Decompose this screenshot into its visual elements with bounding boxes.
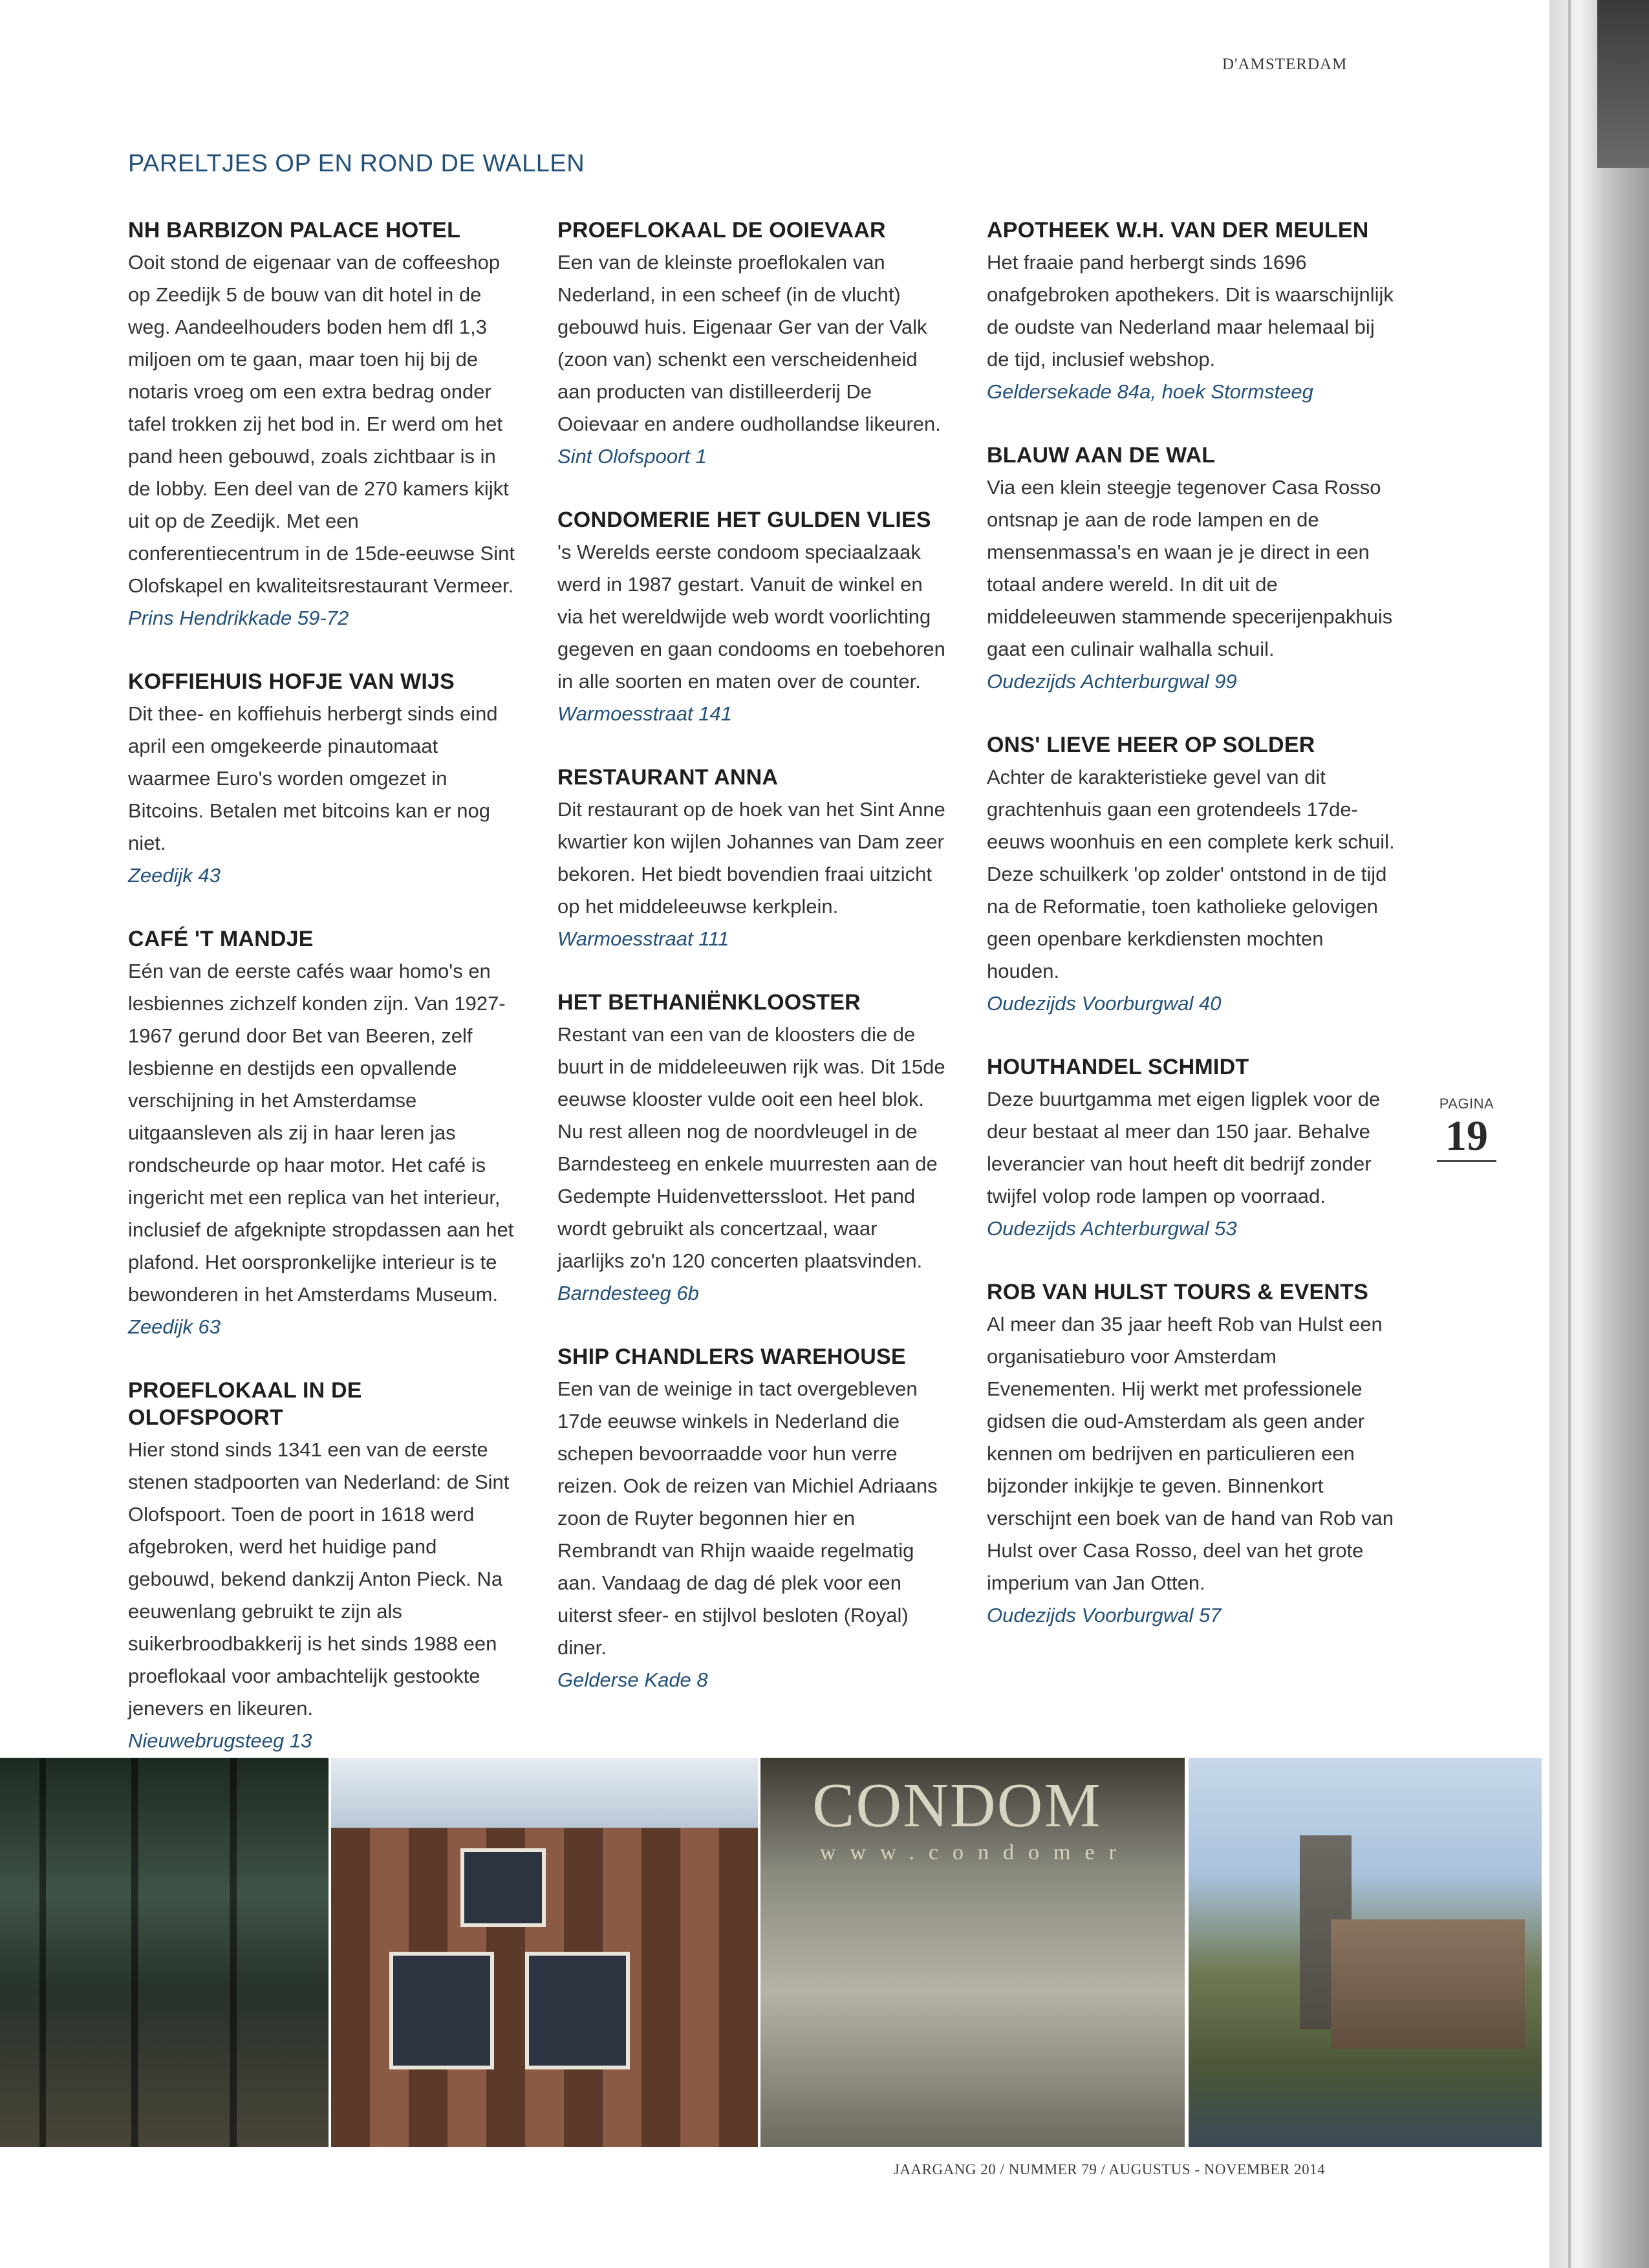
entry-address: Gelderse Kade 8 (557, 1669, 708, 1691)
entry-address: Warmoesstraat 141 (557, 702, 732, 725)
entry-title: BLAUW AAN DE WAL (987, 443, 1216, 468)
entry-address: Sint Olofspoort 1 (557, 445, 707, 468)
page-fold-line (1568, 0, 1571, 2268)
entry (987, 1053, 1401, 1245)
shop-sign-url: www.condomer (820, 1841, 1130, 1864)
entry-address: Nieuwebrugsteeg 13 (128, 1729, 312, 1752)
entry-title: PROEFLOKAAL DE OOIEVAAR (557, 218, 886, 243)
photo-condomerie-shop (760, 1758, 1185, 2147)
entry (557, 1343, 945, 1696)
entry-text: Een van de weinige in tact overgebleven 17de eeuwse winkels in Nederland die schepen bevoorraadde voor hun verre reizen. Ook de reizen van Michiel Adriaans zoon de Ruyter begonnen hier en Rembrandt van Rhijn waaide regelmatig aan. Vandaag de dag dé plek voor een uiterst sfeer- en stijlvol besloten (Royal) diner. (557, 1377, 938, 1659)
entry-text: Een van de kleinste proeflokalen van Nederland, in een scheef (in de vlucht) gebouwd huis. Eigenaar Ger van der Valk (zoon van) schenkt een verscheidenheid aan producten van distilleerderij De Ooievaar en andere oudhollandse likeuren. (557, 251, 941, 435)
entry-address: Oudezijds Voorburgwal 57 (987, 1604, 1222, 1626)
window-shape (525, 1952, 630, 2069)
page-number: 19 (1437, 1112, 1496, 1162)
photo-old-church (1189, 1758, 1542, 2147)
window-shape (389, 1952, 494, 2069)
running-head: D'AMSTERDAM (1222, 56, 1348, 73)
entry-text: Dit restaurant op de hoek van het Sint Anne kwartier kon wijlen Johannes van Dam zeer bekoren. Het biedt bovendien fraai uitzicht op het middeleeuwse kerkplein. (557, 798, 945, 918)
next-page-shadow (1597, 0, 1649, 168)
entry-title: APOTHEEK W.H. VAN DER MEULEN (987, 218, 1369, 243)
entry-title: SHIP CHANDLERS WAREHOUSE (557, 1345, 906, 1369)
entry-address: Geldersekade 84a, hoek Stormsteeg (987, 380, 1313, 403)
entry-text: Ooit stond de eigenaar van de coffeeshop op Zeedijk 5 de bouw van dit hotel in de weg. Aandeelhouders boden hem dfl 1,3 miljoen om te gaan, maar toen hij bij de notaris vroeg om een extra bedrag onder tafel trokken zij het bod in. Er werd om het pand heen gebouwd, zoals zichtbaar is in de lobby. Een deel van de 270 kamers kijkt uit op de Zeedijk. Met een conferentiecentrum in de 15de-eeuwse Sint Olofskapel en kwaliteitsrestaurant Vermeer. (128, 251, 515, 597)
page-number-box (1437, 1096, 1496, 1162)
entry-text: Deze buurtgamma met eigen ligplek voor de deur bestaat al meer dan 150 jaar. Behalve leverancier van hout heeft dit bedrijf zonder twijfel volop rode lampen op voorraad. (987, 1088, 1381, 1207)
entry (128, 1377, 516, 1757)
shop-sign: CONDOM (812, 1771, 1102, 1841)
entry (557, 989, 945, 1310)
column-2 (557, 217, 945, 1730)
entry-address: Oudezijds Voorburgwal 40 (987, 992, 1222, 1015)
entry-address: Zeedijk 43 (128, 864, 221, 887)
page-heading: PARELTJES OP EN ROND DE WALLEN (128, 150, 585, 177)
entry-text: Het fraaie pand herbergt sinds 1696 onafgebroken apothekers. Dit is waarschijnlijk de oudste van Nederland maar helemaal bij de tijd, inclusief webshop. (987, 251, 1394, 371)
entry-address: Zeedijk 63 (128, 1315, 221, 1338)
entry-title: NH BARBIZON PALACE HOTEL (128, 218, 461, 243)
entry-title: KOFFIEHUIS HOFJE VAN WIJS (128, 669, 455, 694)
entry-title: ONS' LIEVE HEER OP SOLDER (987, 733, 1315, 757)
column-1 (128, 217, 516, 1791)
entry-title: HET BETHANIËNKLOOSTER (557, 990, 861, 1015)
entry-text: Hier stond sinds 1341 een van de eerste stenen stadpoorten van Nederland: de Sint Olofspoort. Toen de poort in 1618 werd afgebroken, werd het huidige pand gebouwd, bekend dankzij Anton Pieck. Na eeuwenlang gebruikt te zijn als suikerbroodbakkerij is het sinds 1988 een proeflokaal voor ambachtelijk gestookte jenevers en likeuren. (128, 1438, 510, 1720)
entry-text: 's Werelds eerste condoom speciaalzaak werd in 1987 gestart. Vanuit de winkel en via het wereldwijde web wordt voorlichting gegeven en gaan condooms en toebehoren in alle soorten en maten over de counter. (557, 541, 945, 693)
entry-title: ROB VAN HULST TOURS & EVENTS (987, 1280, 1368, 1304)
page-label: PAGINA (1439, 1096, 1494, 1112)
photo-gabled-facade (331, 1758, 758, 2147)
entry-address: Warmoesstraat 111 (557, 927, 729, 950)
entry (557, 506, 945, 730)
entry-address: Oudezijds Achterburgwal 99 (987, 670, 1237, 693)
entry-address: Oudezijds Achterburgwal 53 (987, 1217, 1237, 1240)
issue-footer: JAARGANG 20 / NUMMER 79 / AUGUSTUS - NOVEMBER 2014 (894, 2161, 1326, 2177)
entry-title: PROEFLOKAAL IN DE OLOFSPOORT (128, 1378, 362, 1430)
church-building-shape (1331, 1919, 1525, 2049)
entry (987, 217, 1401, 408)
entry (128, 217, 516, 634)
entry (987, 1279, 1401, 1632)
entry-text: Eén van de eerste cafés waar homo's en lesbiennes zichzelf konden zijn. Van 1927-1967 gerund door Bet van Beeren, zelf lesbienne en destijds een opvallende verschijning in het Amsterdamse uitgaansleven als zij in haar leren jas rondscheurde op haar motor. Het café is ingericht met een replica van het interieur, inclusief de afgeknipte stropdassen aan het plafond. Het oorspronkelijke interieur is te bewonderen in het Amsterdams Museum. (128, 960, 514, 1306)
entry-title: CONDOMERIE HET GULDEN VLIES (557, 508, 931, 532)
entry (128, 925, 516, 1343)
entry-title: CAFÉ 'T MANDJE (128, 927, 314, 951)
entry-text: Dit thee- en koffiehuis herbergt sinds eind april een omgekeerde pinautomaat waarmee Euro's worden omgezet in Bitcoins. Betalen met bitcoins kan er nog niet. (128, 702, 498, 854)
entry-text: Via een klein steegje tegenover Casa Rosso ontsnap je aan de rode lampen en de mensenmassa's en waan je je direct in een totaal andere wereld. In dit uit de middeleeuwen stammende specerijenpakhuis gaat een culinair walhalla schuil. (987, 476, 1393, 660)
entry-address: Prins Hendrikkade 59-72 (128, 607, 349, 629)
entry (557, 217, 945, 473)
entry (128, 668, 516, 892)
entry-text: Achter de karakteristieke gevel van dit grachtenhuis gaan een grotendeels 17de-eeuws woonhuis en een complete kerk schuil. Deze schuilkerk 'op zolder' ontstond in de tijd na de Reformatie, toen katholieke gelovigen geen openbare kerkdiensten mochten houden. (987, 766, 1395, 982)
entry-title: RESTAURANT ANNA (557, 765, 779, 790)
entry-text: Restant van een van de kloosters die de buurt in de middeleeuwen rijk was. Dit 15de eeuwse klooster vulde ooit een heel blok. Nu rest alleen nog de noordvleugel in de Barndesteeg en enkele muurresten aan de Gedempte Huidenvetterssloot. Het pand wordt gebruikt als concertzaal, waar jaarlijks zo'n 120 concerten plaatsvinden. (557, 1023, 945, 1272)
entry-title: HOUTHANDEL SCHMIDT (987, 1055, 1249, 1079)
photo-strip (0, 1758, 1542, 2147)
entry-text: Al meer dan 35 jaar heeft Rob van Hulst een organisatieburo voor Amsterdam Evenementen. Hij werkt met professionele gidsen die oud-Amsterdam als geen ander kennen om bedrijven en particulieren een bijzonder inkijkje te geven. Binnenkort verschijnt een boek van de hand van Rob van Hulst over Casa Rosso, deel van het grote imperium van Jan Otten. (987, 1313, 1394, 1594)
next-page-edge (1549, 0, 1649, 2268)
column-3 (987, 217, 1401, 1665)
entry (557, 764, 945, 955)
entry (987, 731, 1401, 1020)
entry (987, 442, 1401, 698)
photo-storefront-window (0, 1758, 329, 2147)
entry-address: Barndesteeg 6b (557, 1282, 699, 1304)
window-shape (460, 1848, 546, 1927)
